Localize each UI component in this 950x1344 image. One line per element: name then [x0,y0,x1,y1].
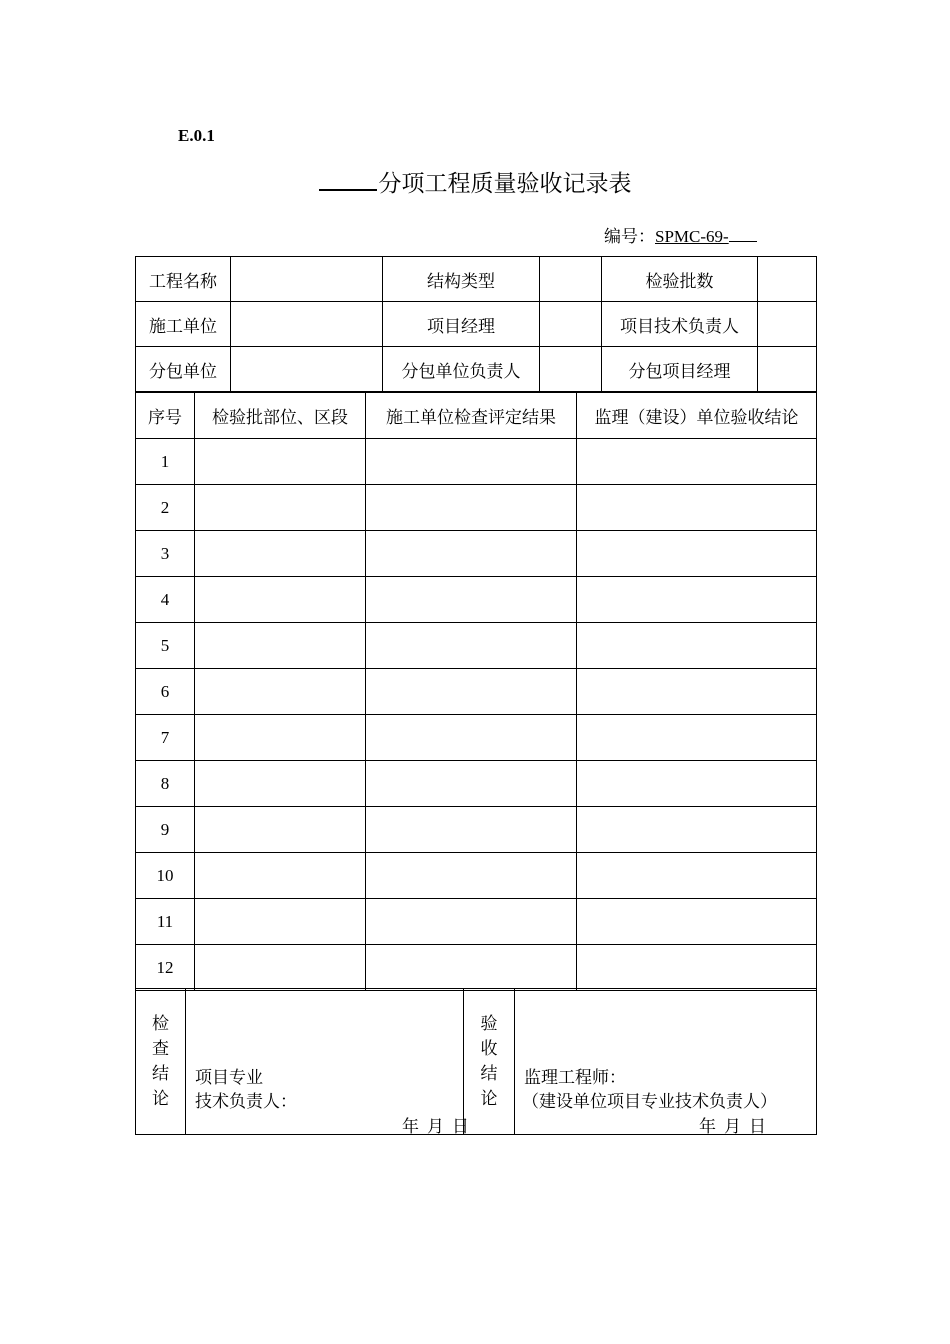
check-conclusion-label [136,989,186,1135]
item-batch-location-field[interactable] [195,669,366,715]
table-row [136,669,817,715]
item-batch-location-field[interactable] [195,485,366,531]
check-signer-line2: 技术负责人： [195,1092,297,1112]
check-conclusion-field[interactable] [186,989,469,1137]
item-supervisor-conclusion-field[interactable] [577,945,817,991]
item-supervisor-conclusion-field[interactable] [577,577,817,623]
conclusion-table [135,988,817,1135]
contractor-field[interactable] [231,302,383,347]
item-contractor-result-field[interactable] [366,623,577,669]
item-contractor-result-field[interactable] [366,531,577,577]
table-row [136,623,817,669]
item-supervisor-conclusion-field[interactable] [577,807,817,853]
serial-label: 编号： [604,227,655,247]
item-seq: 6 [136,669,195,715]
item-batch-location-field[interactable] [195,531,366,577]
item-supervisor-conclusion-field[interactable] [577,485,817,531]
item-batch-location-field[interactable] [195,439,366,485]
batch-count-label: 检验批数 [602,257,758,302]
check-date-month: 月 [427,1117,444,1137]
item-contractor-result-field[interactable] [366,761,577,807]
project-manager-label: 项目经理 [383,302,540,347]
acceptance-date-day: 日 [749,1117,766,1137]
info-row [136,347,817,392]
item-seq: 3 [136,531,195,577]
item-supervisor-conclusion-field[interactable] [577,899,817,945]
item-seq: 12 [136,945,195,991]
item-rows [136,439,817,991]
subcontractor-lead-label: 分包单位负责人 [383,347,540,392]
item-seq: 10 [136,853,195,899]
project-info-table [135,256,817,392]
batch-count-field[interactable] [758,257,817,302]
item-batch-location-field[interactable] [195,945,366,991]
items-header-row [136,393,817,439]
item-batch-location-field[interactable] [195,623,366,669]
item-seq: 8 [136,761,195,807]
item-seq: 2 [136,485,195,531]
acceptance-date-year: 年 [699,1117,716,1137]
subcontractor-label: 分包单位 [136,347,231,392]
acceptance-date-month: 月 [724,1117,741,1137]
info-row [136,257,817,302]
subcontractor-field[interactable] [231,347,383,392]
table-row [136,531,817,577]
item-supervisor-conclusion-field[interactable] [577,439,817,485]
check-conclusion-text: 检查结论 [152,1013,169,1109]
check-date-year: 年 [402,1117,419,1137]
table-row [136,485,817,531]
item-batch-location-field[interactable] [195,853,366,899]
technical-lead-field[interactable] [758,302,817,347]
technical-lead-label: 项目技术负责人 [602,302,758,347]
header-batch-location: 检验批部位、区段 [195,393,366,439]
item-batch-location-field[interactable] [195,807,366,853]
acceptance-signer-line2: （建设单位项目专业技术负责人） [522,1092,777,1112]
contractor-label: 施工单位 [136,302,231,347]
item-supervisor-conclusion-field[interactable] [577,761,817,807]
item-contractor-result-field[interactable] [366,899,577,945]
item-supervisor-conclusion-field[interactable] [577,853,817,899]
structure-type-label: 结构类型 [383,257,540,302]
page-title [0,165,950,198]
item-supervisor-conclusion-field[interactable] [577,715,817,761]
subcontractor-lead-field[interactable] [540,347,602,392]
item-contractor-result-field[interactable] [366,715,577,761]
conclusion-row [136,989,817,1135]
item-seq: 11 [136,899,195,945]
item-batch-location-field[interactable] [195,761,366,807]
header-seq: 序号 [136,393,195,439]
table-row [136,439,817,485]
item-contractor-result-field[interactable] [366,439,577,485]
item-batch-location-field[interactable] [195,577,366,623]
item-contractor-result-field[interactable] [366,669,577,715]
item-contractor-result-field[interactable] [366,853,577,899]
item-seq: 9 [136,807,195,853]
table-row [136,715,817,761]
item-seq: 7 [136,715,195,761]
header-supervisor-conclusion: 监理（建设）单位验收结论 [577,393,817,439]
item-seq: 1 [136,439,195,485]
item-contractor-result-field[interactable] [366,577,577,623]
item-seq: 5 [136,623,195,669]
title-blank-line[interactable] [319,188,377,191]
form-code: E.0.1 [178,126,215,145]
structure-type-field[interactable] [540,257,602,302]
table-row [136,899,817,945]
check-signer-line1: 项目专业 [195,1068,263,1088]
inspection-items-table [135,392,817,991]
item-batch-location-field[interactable] [195,899,366,945]
serial-blank[interactable] [729,227,757,242]
sub-project-manager-field[interactable] [758,347,817,392]
check-date [398,1112,473,1137]
serial-number [604,222,757,247]
project-manager-field[interactable] [540,302,602,347]
title-text: 分项工程质量验收记录表 [378,171,632,197]
item-contractor-result-field[interactable] [366,485,577,531]
table-row [136,807,817,853]
item-supervisor-conclusion-field[interactable] [577,531,817,577]
acceptance-date [695,1112,770,1137]
header-contractor-result: 施工单位检查评定结果 [366,393,577,439]
table-row [136,945,817,991]
acceptance-conclusion-text: 验收结论 [480,1013,498,1109]
table-row [136,577,817,623]
item-contractor-result-field[interactable] [366,945,577,991]
acceptance-conclusion-field[interactable] [515,989,817,1135]
project-name-label: 工程名称 [136,257,231,302]
info-row [136,302,817,347]
item-seq: 4 [136,577,195,623]
sub-project-manager-label: 分包项目经理 [602,347,758,392]
item-batch-location-field[interactable] [195,715,366,761]
check-date-day: 日 [452,1117,469,1137]
acceptance-signer-line1: 监理工程师： [524,1068,626,1088]
item-supervisor-conclusion-field[interactable] [577,623,817,669]
item-supervisor-conclusion-field[interactable] [577,669,817,715]
serial-value: SPMC-69- [655,227,729,246]
table-row [136,761,817,807]
item-contractor-result-field[interactable] [366,807,577,853]
project-name-field[interactable] [231,257,383,302]
table-row [136,853,817,899]
